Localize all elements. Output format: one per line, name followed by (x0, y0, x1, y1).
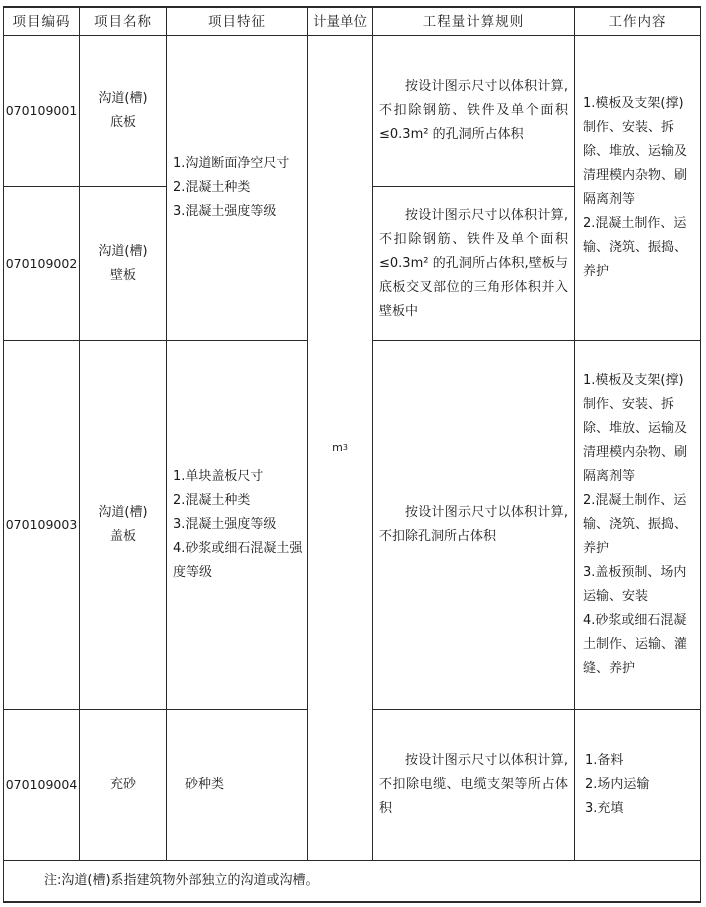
work-line: 2.混凝土制作、运输、浇筑、振捣、养护 (583, 493, 688, 556)
feature-line: 4.砂浆或细石混凝土强度等级 (173, 541, 303, 580)
item-features (167, 36, 307, 340)
feature-line: 3.混凝土强度等级 (173, 204, 277, 219)
item-work (575, 36, 700, 340)
grid-line (700, 6, 701, 903)
feature-line: 1.沟道断面净空尺寸 (173, 156, 290, 171)
header-code: 项目编码 (12, 13, 71, 30)
item-name-line: 盖板 (109, 529, 136, 544)
item-features (167, 341, 307, 709)
item-name (80, 36, 166, 186)
header-rule: 工程量计算规则 (422, 13, 525, 30)
table-note: 注:沟道(槽)系指建筑物外部独立的沟道或沟槽。 (44, 873, 319, 888)
item-rule (373, 710, 574, 860)
item-code: 070109001 (5, 103, 78, 118)
item-code: 070109002 (5, 255, 78, 271)
work-line: 3.盖板预制、场内运输、安装 (583, 565, 687, 604)
item-rule (373, 187, 574, 340)
item-name-line: 沟道(槽) (98, 91, 148, 106)
item-work (575, 710, 700, 860)
rule-text: 按设计图示尺寸以体积计算,不扣除钢筋、铁件及单个面积≤0.3m² 的孔洞所占体积,壁板与底板交叉部位的三角形体积并入壁板中 (379, 207, 568, 319)
work-line: 4.砂浆或细石混凝土制作、运输、灌缝、养护 (583, 613, 688, 676)
item-code: 070109004 (5, 777, 78, 792)
feature-line: 2.混凝土种类 (173, 180, 251, 195)
work-line: 3.充填 (585, 801, 624, 816)
header-work: 工作内容 (608, 13, 667, 30)
work-line: 2.混凝土制作、运输、浇筑、振捣、养护 (583, 216, 688, 279)
item-name-line: 沟道(槽) (98, 243, 148, 259)
item-rule (373, 36, 574, 186)
item-rule (373, 341, 574, 709)
item-name-line: 充砂 (109, 777, 136, 792)
item-work (575, 341, 700, 709)
grid-line (3, 901, 701, 903)
work-line: 1.备料 (585, 753, 624, 768)
feature-line: 砂种类 (185, 777, 225, 792)
work-line: 2.场内运输 (585, 777, 650, 792)
header-unit: 计量单位 (313, 13, 367, 30)
unit-cell: m 3 (308, 36, 372, 860)
item-name-line: 壁板 (109, 267, 136, 283)
feature-line: 2.混凝土种类 (173, 493, 251, 508)
rule-text: 按设计图示尺寸以体积计算,不扣除电缆、电缆支架等所占体积 (379, 753, 568, 816)
item-name-line: 沟道(槽) (98, 505, 148, 520)
unit-base: m (332, 441, 343, 454)
item-name (80, 710, 166, 860)
header-features: 项目特征 (208, 13, 266, 30)
item-name (80, 341, 166, 709)
work-line: 1.模板及支架(撑)制作、安装、拆除、堆放、运输及清理模内杂物、刷隔离剂等 (583, 96, 688, 207)
rule-text: 按设计图示尺寸以体积计算,不扣除钢筋、铁件及单个面积≤0.3m² 的孔洞所占体积 (379, 79, 568, 142)
work-line: 1.模板及支架(撑)制作、安装、拆除、堆放、运输及清理模内杂物、刷隔离剂等 (583, 373, 688, 484)
item-code: 070109003 (5, 517, 78, 532)
header-name: 项目名称 (94, 13, 152, 30)
item-name (80, 187, 166, 340)
rule-text: 按设计图示尺寸以体积计算,不扣除孔洞所占体积 (379, 505, 568, 544)
feature-line: 1.单块盖板尺寸 (173, 469, 264, 484)
feature-line: 3.混凝土强度等级 (173, 517, 277, 532)
item-name-line: 底板 (109, 115, 136, 130)
item-features (167, 710, 307, 860)
